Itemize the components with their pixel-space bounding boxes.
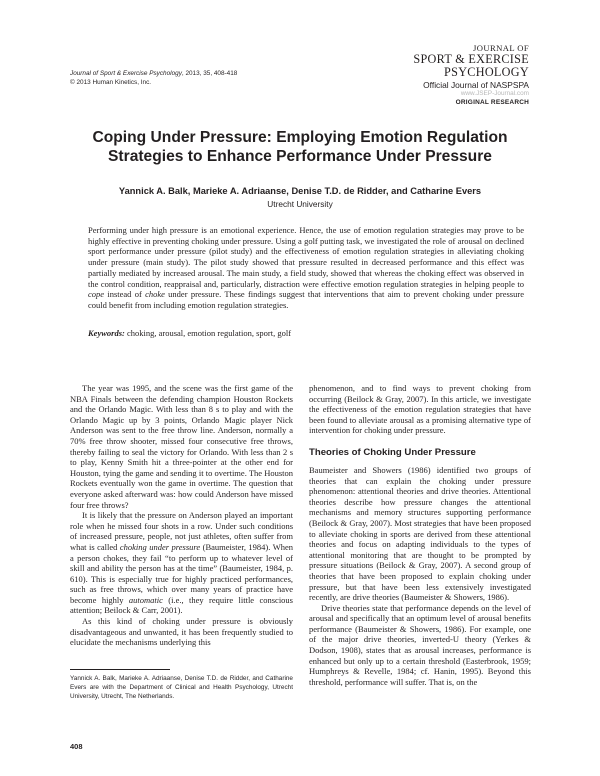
paragraph-text: It is likely that the pressure on Anderson played an important role when he missed four shots in a row. Under such conditions of increased pressure, people, not just athletes, often suffer from what is called — [70, 510, 293, 552]
section-heading: Theories of Choking Under Pressure — [309, 446, 476, 458]
journal-citation — [70, 70, 320, 87]
keywords-list: choking, arousal, emotion regulation, sport, golf — [124, 328, 292, 338]
author-affiliation: Utrecht University — [267, 199, 333, 209]
citation-line — [70, 70, 320, 79]
abstract-text: under pressure. These findings suggest that interventions that aim to prevent choking under pressure could benefit from including emotion regulation strategies. — [88, 289, 524, 310]
body-column-left — [70, 383, 293, 648]
abstract-text: Performing under high pressure is an emotional experience. Hence, the use of emotion regulation strategies may prove to be highly effective in preventing choking under pressure. Using a golf putting task, we investigated the role of arousal on declined sport performance under pressure (pilot study) and the effectiveness of emotion regulation strategies in alleviating choking under pressure (main study). The pilot study showed that pressure resulted in decreased performance and this effect was partially mediated by increased arousal. The main study, a field study, showed that whereas the choking effect was observed in the control condition, reappraisal and, particularly, distraction were effective emotion regulation strategies in helping people to — [88, 225, 524, 289]
abstract — [88, 225, 524, 311]
abstract-text: instead of — [104, 289, 146, 300]
journal-masthead — [349, 44, 529, 107]
author-footnote: Yannick A. Balk, Marieke A. Adriaanse, Denise T.D. de Ridder, and Catharine Evers are with the Department of Clinical and Health Psychology, Utrecht University, Utrecht, The Netherlands. — [70, 675, 293, 700]
paragraph — [70, 510, 293, 616]
paragraph: As this kind of choking under pressure is obviously disadvantageous and unwanted, it has been frequently studied to elucidate the mechanisms underlying this — [70, 616, 293, 648]
citation-copyright: © 2013 Human Kinetics, Inc. — [70, 78, 152, 86]
body-column-right — [309, 383, 531, 687]
keywords — [88, 328, 524, 339]
abstract-emphasis-choke: choke — [145, 289, 165, 300]
masthead-official-journal: Official Journal of NASPSPA — [423, 80, 529, 90]
title-line-2: Strategies to Enhance Performance Under Pressure — [108, 148, 492, 165]
masthead-website: www.JSEP-Journal.com — [460, 90, 529, 97]
abstract-emphasis-cope: cope — [88, 289, 105, 300]
paragraph-emphasis: choking under pressure — [119, 541, 201, 552]
masthead-sport-exercise: SPORT & EXERCISE — [413, 52, 529, 66]
paragraph: Baumeister and Showers (1986) identified two groups of theories that can explain the choking under pressure phenomenon: attentional theories and drive theories. Attentional theories describe how pressure changes the attentional mechanisms and memory structures supporting performance (Beilock & Gray, 2007). Most strategies that have been proposed to alleviate choking in sports are derived from these attentional theories and focus on adapting individuals to the types of attentional monitoring that are thought to be prompted by pressure situations (Beilock & Gray, 2007). A second group of theories that have been proposed to explain choking under pressure, but that have been less extensively investigated recently, are drive theories (Baumeister & Showers, 1986). — [309, 464, 531, 603]
paragraph-emphasis: automatic — [128, 594, 163, 605]
article-title — [70, 128, 530, 166]
paragraph-text: (Baumeister, 1984). When a person chokes, they fail “to perform up to whatever level of skill and ability the person has at the time” (Baumeister, 1984, p. 610). This is especially true for highly practiced performances, such as free throws, which over many years of practice have become highly — [70, 541, 293, 605]
paragraph: The year was 1995, and the scene was the first game of the NBA Finals between the defending champion Houston Rockets and the Orlando Magic. With less than 8 s to play and with the Orlando Magic up by 3 points, Orlando Magic player Nick Anderson was sent to the free throw line. Anderson, normally a 70% free throw shooter, missed four consecutive free throws, thereby failing to seal the victory for Orlando. With less than 2 s to play, Kenny Smith hit a three-pointer at the other end for Houston, tying the game and sending it to overtime. The Houston Rockets eventually won the game in overtime. The question that everyone asked afterward was: how could Anderson have missed four free throws? — [70, 383, 293, 510]
title-line-1: Coping Under Pressure: Employing Emotion Regulation — [92, 129, 508, 146]
page-number: 408 — [70, 742, 83, 751]
masthead-journal-of: JOURNAL OF — [473, 43, 529, 53]
paragraph: phenomenon, and to find ways to prevent choking from occurring (Beilock & Gray, 2007). In this article, we investigate the effectiveness of the emotion regulation strategies that have been found to alleviate arousal as a promising alternative type of intervention for choking under pressure. — [309, 383, 531, 436]
article-type-label: ORIGINAL RESEARCH — [455, 99, 529, 106]
masthead-psychology: PSYCHOLOGY — [444, 64, 529, 79]
paragraph: Drive theories state that performance depends on the level of arousal and specifically that an optimum level of arousal benefits performance (Baumeister & Showers, 1986). For example, one of the major drive theories, inverted-U theory (Yerkes & Dodson, 1908), states that as arousal increases, performance is enhanced but only up to a certain threshold (Easterbrook, 1959; Humphreys & Revelle, 1984; cf. Hanin, 1995). Beyond this threshold, performance will suffer. That is, on the — [309, 602, 531, 687]
citation-volume-pages: , 2013, 35, 408-418 — [181, 70, 238, 77]
citation-journal-name: Journal of Sport & Exercise Psychology — [70, 70, 182, 77]
keywords-label: Keywords: — [88, 328, 125, 338]
paragraph-text: (i.e., they require little conscious attention; Beilock & Carr, 2001). — [70, 594, 293, 616]
author-list: Yannick A. Balk, Marieke A. Adriaanse, Denise T.D. de Ridder, and Catharine Evers — [118, 186, 482, 196]
footnote-divider — [70, 669, 170, 670]
